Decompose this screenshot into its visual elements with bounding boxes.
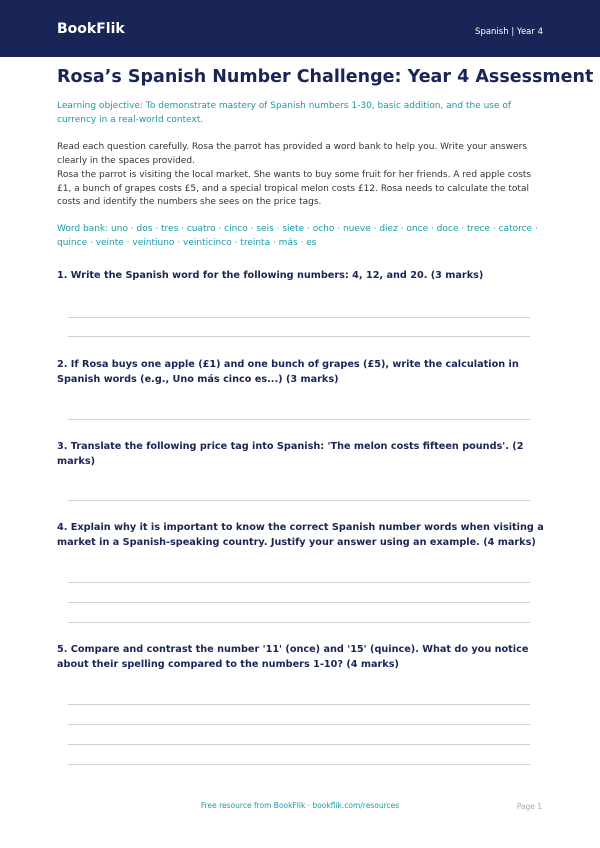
answer-line[interactable] — [68, 744, 530, 745]
answer-line[interactable] — [68, 582, 530, 583]
learning-objective: Learning objective: To demonstrate mastery of Spanish numbers 1-30, basic addition, and the use of currency in a real-world context. — [57, 101, 512, 125]
answer-line[interactable] — [68, 764, 530, 765]
question-3: 3. Translate the following price tag into Spanish: 'The melon costs fifteen pounds'. (2 marks) — [57, 441, 524, 467]
instructions-paragraph: Read each question carefully. Rosa the parrot has provided a word bank to help you. Write your answers clearly in the spaces provided. — [57, 142, 528, 166]
scenario-paragraph: Rosa the parrot is visiting the local market. She wants to buy some fruit for her friends. A red apple costs £1, a bunch of grapes costs £5, and a special tropical melon costs £12. Rosa needs to calculate the total costs and identify the numbers she sees on the price tags. — [57, 170, 532, 207]
footer-resource-link[interactable]: Free resource from BookFlik · bookflik.com/resources — [200, 801, 400, 810]
answer-line[interactable] — [68, 336, 530, 337]
subject-year-label: Spanish | Year 4 — [475, 27, 543, 37]
question-2: 2. If Rosa buys one apple (£1) and one bunch of grapes (£5), write the calculation in Spanish words (e.g., Uno más cinco es...) (3 marks) — [57, 359, 519, 385]
word-bank: Word bank: uno · dos · tres · cuatro · cinco · seis · siete · ocho · nueve · diez · once · doce · trece · catorce · quince · veinte · veintiuno · veinticinco · treinta · más · es — [57, 224, 538, 248]
answer-line[interactable] — [68, 500, 530, 501]
question-1: 1. Write the Spanish word for the following numbers: 4, 12, and 20. (3 marks) — [57, 270, 484, 281]
question-4: 4. Explain why it is important to know the correct Spanish number words when visiting a market in a Spanish-speaking country. Justify your answer using an example. (4 marks) — [57, 522, 544, 548]
page-number: Page 1 — [516, 802, 542, 811]
answer-line[interactable] — [68, 602, 530, 603]
page-title: Rosa’s Spanish Number Challenge: Year 4 Assessment — [57, 67, 594, 87]
answer-line[interactable] — [68, 419, 530, 420]
question-5: 5. Compare and contrast the number '11' (once) and '15' (quince). What do you notice about their spelling compared to the numbers 1-10? (4 marks) — [57, 644, 529, 670]
answer-line[interactable] — [68, 317, 530, 318]
answer-line[interactable] — [68, 622, 530, 623]
header-bar — [0, 0, 600, 57]
answer-line[interactable] — [68, 704, 530, 705]
brand-logo-text[interactable]: BookFlik — [57, 21, 125, 37]
answer-line[interactable] — [68, 724, 530, 725]
